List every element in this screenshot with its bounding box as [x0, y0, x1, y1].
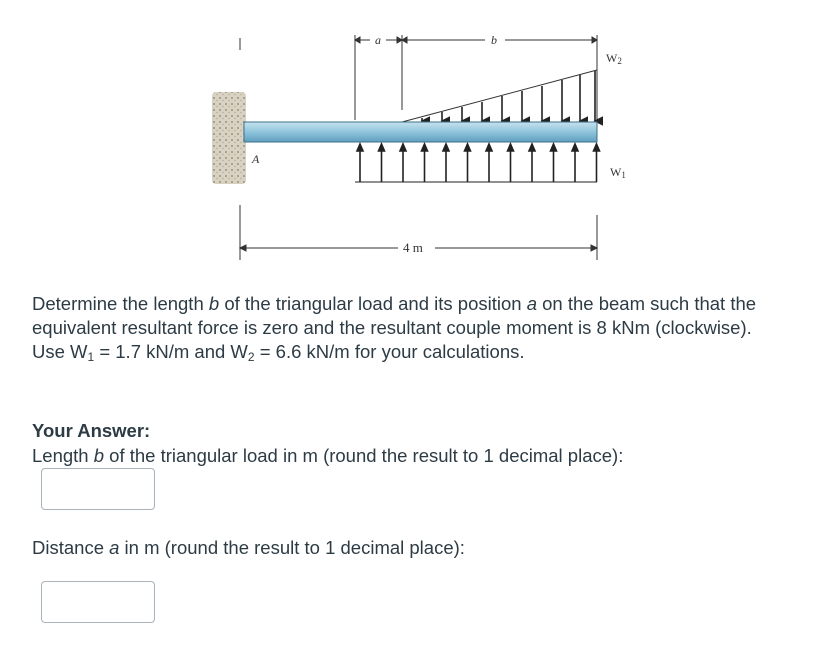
label-w2: W2	[606, 51, 622, 66]
label-w1: W1	[610, 165, 626, 180]
beam-diagram-svg	[200, 30, 660, 270]
uniform-load-arrow-head	[594, 144, 600, 151]
beam-diagram	[200, 30, 660, 270]
uniform-load-arrows	[355, 144, 600, 182]
uniform-load-arrow-head	[443, 144, 449, 151]
your-answer-heading: Your Answer:	[32, 420, 151, 441]
answer-distance-a-input[interactable]	[41, 581, 155, 623]
uniform-load-arrow-head	[357, 144, 363, 151]
fixed-support-wall	[212, 92, 246, 184]
problem-given-values: Use $W_1 = 1.7$ kN/m and $W_2 = 6.6$ kN/m for your calculations.	[32, 341, 525, 364]
label-b: b	[491, 33, 497, 47]
uniform-load-arrow-head	[551, 144, 557, 151]
problem-statement	[32, 292, 822, 364]
uniform-load-arrow-head	[529, 144, 535, 151]
uniform-load-arrow-head	[422, 144, 428, 151]
question-length-b-label: Length b of the triangular load in m (round the result to 1 decimal place):	[32, 445, 624, 466]
dimension-a-b	[240, 35, 597, 120]
triangular-load-outline	[402, 70, 597, 122]
question-distance-a-label: Distance a in m (round the result to 1 decimal place):	[32, 537, 465, 558]
uniform-load-arrow-head	[465, 144, 471, 151]
label-a: a	[375, 33, 381, 47]
uniform-load-arrow-head	[572, 144, 578, 151]
uniform-load-arrow-head	[400, 144, 406, 151]
problem-sentence: Determine the length b of the triangular load and its position a on the beam such that the equivalent resultant force is zero and the resultant couple moment is 8 kNm (clockwise).	[32, 293, 757, 338]
label-A: A	[252, 152, 260, 166]
triangular-load-arrows	[422, 71, 595, 121]
beam	[244, 122, 597, 142]
uniform-load-arrow-head	[508, 144, 514, 151]
label-length-4m: 4 m	[403, 240, 423, 255]
uniform-load-arrow-head	[486, 144, 492, 151]
answer-length-b-input[interactable]	[41, 468, 155, 510]
uniform-load-arrow-head	[379, 144, 385, 151]
